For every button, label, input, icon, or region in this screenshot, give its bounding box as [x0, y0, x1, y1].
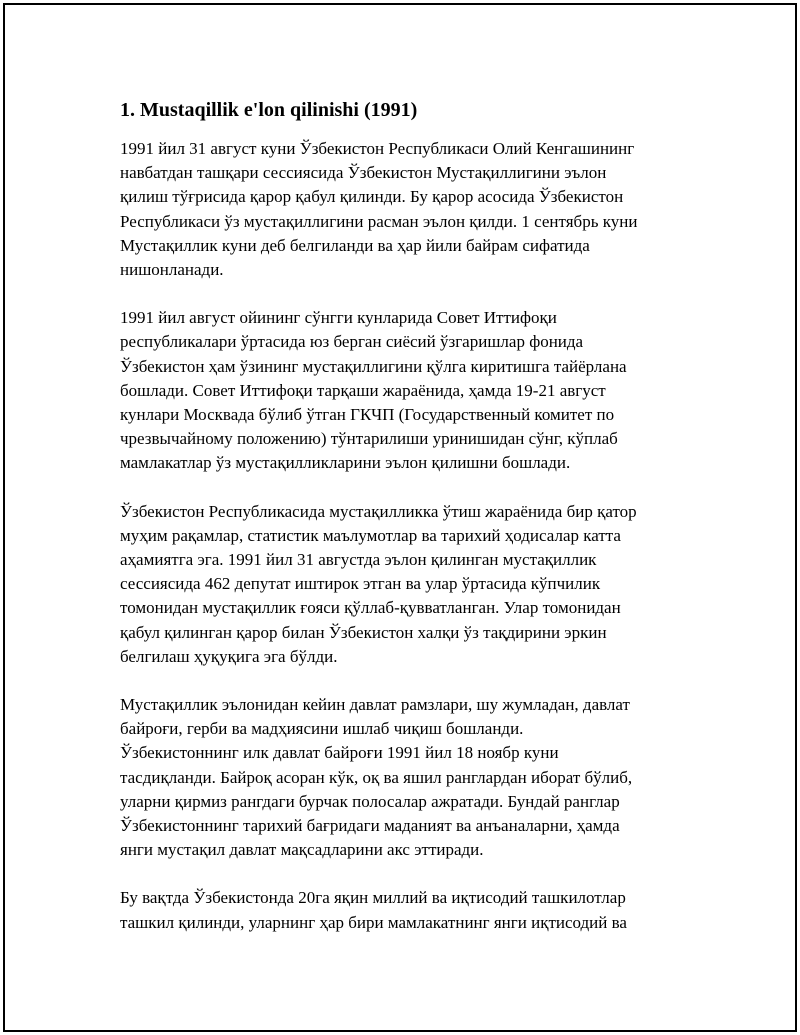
paragraph-line: Ўзбекистон Республикасида мустақилликка ўтиш жараёнида бир қатор: [120, 501, 637, 521]
paragraph-line: мамлакатлар ўз мустақилликларини эълон қилишни бошлади.: [120, 453, 571, 473]
paragraph-line: 1991 йил 31 август куни Ўзбекистон Республикаси Олий Кенгашининг: [120, 139, 635, 158]
paragraph-line: уларни қирмиз рангдаги бурчак полосалар ажратади. Бундай ранглар: [120, 791, 620, 811]
paragraph-line: қабул қилинган қарор билан Ўзбекистон халқи ўз тақдирини эркин: [120, 622, 607, 642]
paragraph-line: бошлади. Совет Иттифоқи тарқаши жараёнида, ҳамда 19-21 август: [120, 380, 606, 400]
document-body: [120, 97, 700, 959]
paragraph-line: Бу вақтда Ўзбекистонда 20га яқин миллий ва иқтисодий ташкилотлар: [120, 888, 626, 908]
paragraph: [120, 693, 700, 862]
paragraph-line: Ўзбекистоннинг илк давлат байроғи 1991 йил 18 ноябр куни: [120, 743, 559, 763]
paragraph-line: томонидан мустақиллик ғояси қўллаб-қувватланган. Улар томонидан: [120, 598, 621, 618]
paragraph-line: Мустақиллик куни деб белгиланди ва ҳар йили байрам сифатида: [120, 235, 590, 255]
paragraph-container: [120, 137, 700, 935]
paragraph: [120, 886, 700, 934]
paragraph-line: нишонланади.: [120, 260, 224, 280]
paragraph-line: Ўзбекистоннинг тарихий бағридаги маданият ва анъаналарни, ҳамда: [120, 816, 620, 836]
paragraph: [120, 306, 700, 475]
paragraph-line: навбатдан ташқари сессиясида Ўзбекистон Мустақиллигини эълон: [120, 163, 607, 183]
paragraph-line: ташкил қилинди, уларнинг ҳар бири мамлакатнинг янги иқтисодий ва: [120, 912, 627, 932]
paragraph-line: чрезвычайному положению) тўнтарилиши уринишидан сўнг, кўплаб: [120, 429, 618, 449]
paragraph-line: қилиш тўғрисида қарор қабул қилинди. Бу қарор асосида Ўзбекистон: [120, 187, 624, 207]
paragraph-line: Мустақиллик эълонидан кейин давлат рамзлари, шу жумладан, давлат: [120, 695, 630, 715]
paragraph-line: байроғи, герби ва мадҳиясини ишлаб чиқиш бошланди.: [120, 719, 524, 739]
paragraph-line: сессиясида 462 депутат иштирок этган ва улар ўртасида кўпчилик: [120, 574, 601, 594]
paragraph: [120, 137, 700, 282]
paragraph-line: тасдиқланди. Байроқ асоран кўк, оқ ва яшил ранглардан иборат бўлиб,: [120, 767, 633, 787]
paragraph-line: 1991 йил август ойининг сўнгги кунларида Совет Иттифоқи: [120, 308, 557, 328]
section-heading: 1. Mustaqillik e'lon qilinishi (1991): [120, 99, 418, 121]
paragraph-line: янги мустақил давлат мақсадларини акс эттиради.: [120, 840, 484, 860]
paragraph-line: муҳим рақамлар, статистик маълумотлар ва тарихий ҳодисалар катта: [120, 525, 621, 545]
paragraph-line: Ўзбекистон ҳам ўзининг мустақиллигини қўлга киритишга тайёрлана: [120, 356, 627, 376]
page-frame: [3, 3, 797, 1032]
paragraph-line: аҳамиятга эга. 1991 йил 31 августда эълон қилинган мустақиллик: [120, 550, 597, 570]
paragraph-line: кунлари Москвада бўлиб ўтган ГКЧП (Государственный комитет по: [120, 405, 615, 425]
paragraph-line: республикалари ўртасида юз берган сиёсий ўзгаришлар фонида: [120, 332, 584, 352]
paragraph-line: Республикаси ўз мустақиллигини расман эълон қилди. 1 сентябрь куни: [120, 211, 638, 231]
paragraph-line: белгилаш ҳуқуқига эга бўлди.: [120, 646, 338, 666]
paragraph: [120, 500, 700, 669]
